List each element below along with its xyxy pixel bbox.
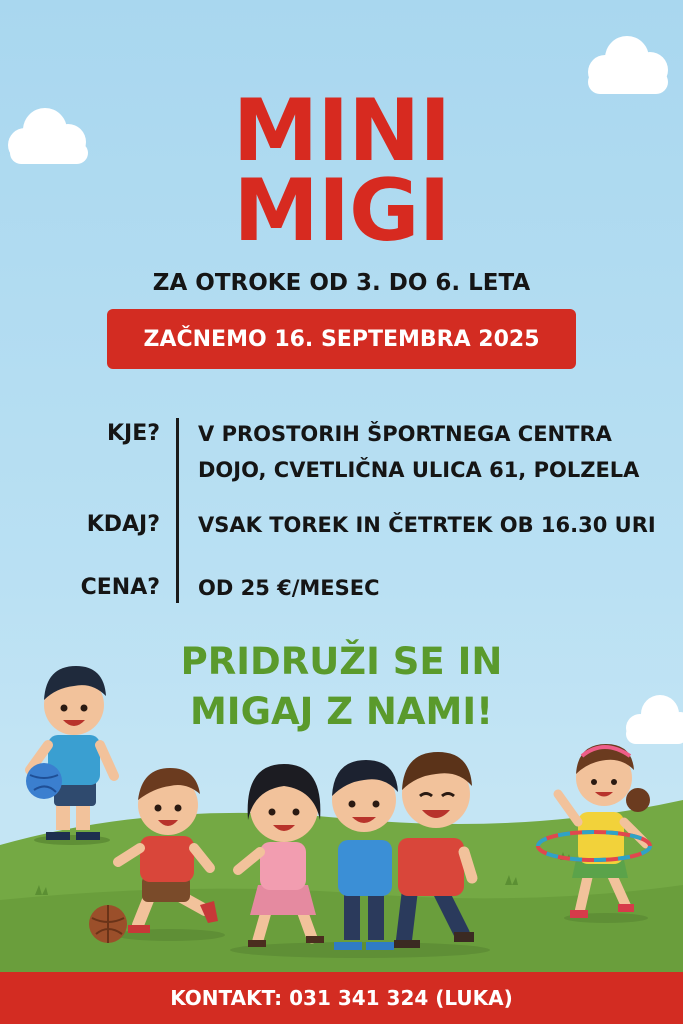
title-line-1: MINI	[232, 81, 451, 181]
slogan-line-2: MIGAJ Z NAMI!	[189, 690, 493, 733]
slogan-line-1: PRIDRUŽI SE IN	[180, 640, 503, 683]
when-value: VSAK TOREK IN ČETRTEK OB 16.30 URI	[198, 513, 656, 537]
contact-footer	[0, 972, 683, 1024]
boy-with-ball	[26, 666, 114, 845]
info-divider	[176, 418, 179, 603]
age-subtitle: ZA OTROKE OD 3. DO 6. LETA	[152, 270, 531, 296]
title-line-2: MIGI	[233, 161, 450, 261]
when-label: KDAJ?	[86, 512, 160, 537]
where-line-2: DOJO, CVETLIČNA ULICA 61, POLZELA	[198, 458, 640, 482]
price-value: OD 25 €/MESEC	[198, 576, 380, 600]
price-label: CENA?	[80, 575, 160, 600]
where-label: KJE?	[106, 421, 160, 446]
where-line-1: V PROSTORIH ŠPORTNEGA CENTRA	[198, 422, 612, 446]
start-date-banner	[107, 309, 576, 369]
start-date-text: ZAČNEMO 16. SEPTEMBRA 2025	[143, 326, 540, 352]
kids-illustration	[0, 640, 683, 972]
contact-text: KONTAKT: 031 341 324 (LUKA)	[170, 986, 513, 1010]
